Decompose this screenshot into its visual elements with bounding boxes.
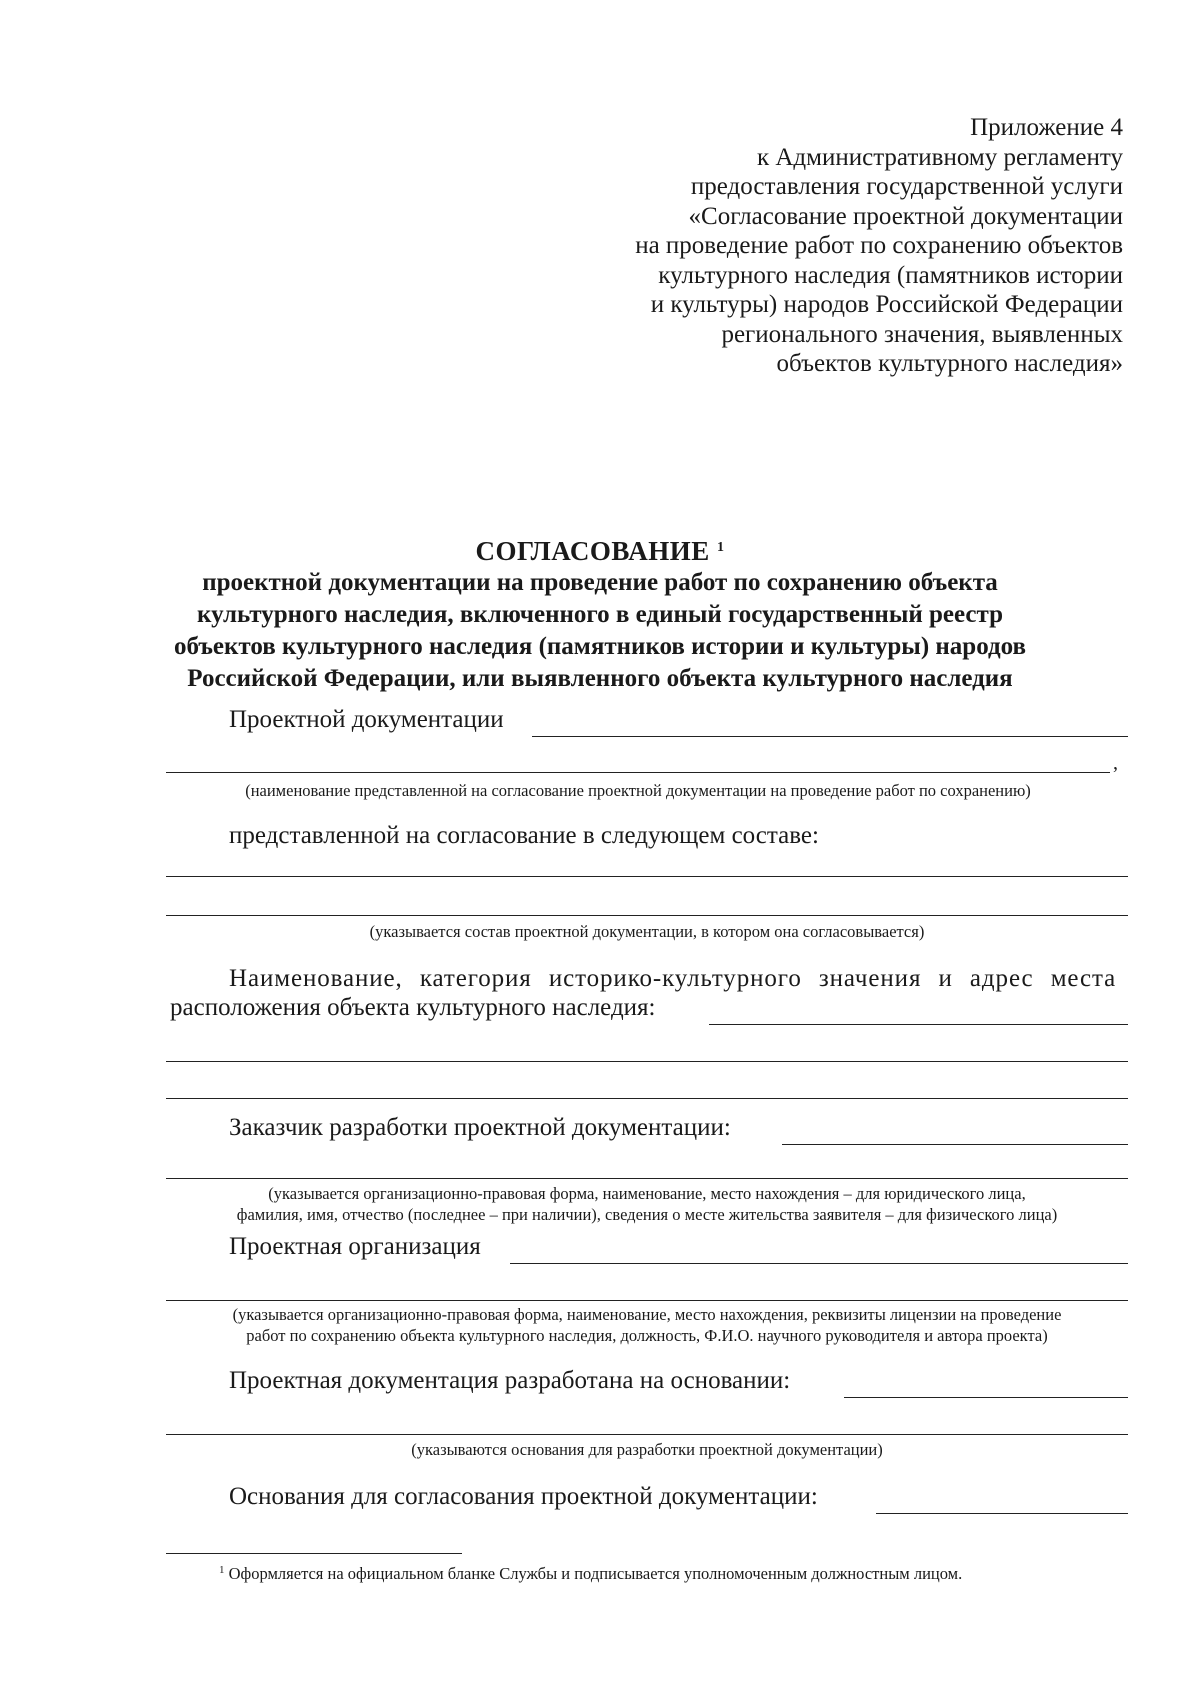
approval-basis-field[interactable] [876,1513,1128,1514]
project-docs-label: Проектной документации [229,706,504,733]
document-title [150,532,1050,695]
comma: , [1113,752,1118,774]
title-footnote-mark: 1 [716,540,725,555]
object-field-2[interactable] [166,1061,1128,1062]
object-label-line1: Наименование, категория историко-культурного значения и адрес места [229,965,1117,992]
basis-label: Проектная документация разработана на основании: [229,1367,791,1394]
composition-field-2[interactable] [166,915,1128,916]
annex-line: «Согласование проектной документации [688,202,1123,230]
object-field-3[interactable] [166,1098,1128,1099]
annex-line: к Административному регламенту [756,143,1123,171]
title-line: объектов культурного наследия (памятников истории и культуры) народов [173,633,1027,660]
org-hint [166,1304,1128,1346]
footnote-text: Оформляется на официальном бланке Службы и подписывается уполномоченным должностным лицом. [228,1564,963,1583]
composition-hint: (указывается состав проектной документации, в котором она согласовывается) [369,922,925,941]
basis-field-2[interactable] [166,1434,1128,1435]
org-label: Проектная организация [229,1233,481,1260]
title-main-text: СОГЛАСОВАНИЕ [475,536,710,566]
basis-hint: (указываются основания для разработки проектной документации) [411,1440,883,1459]
composition-label: представленной на согласование в следующем составе: [229,822,819,849]
footnote-mark: 1 [219,1564,225,1576]
customer-hint [166,1183,1128,1225]
org-field-1[interactable] [510,1263,1128,1264]
annex-header [635,113,1123,379]
annex-line: Приложение 4 [970,114,1123,141]
title-main [150,532,1050,567]
annex-line: культурного наследия (памятников истории [658,261,1123,289]
org-hint-line: (указывается организационно-правовая форма, наименование, место нахождения, реквизиты лицензии на проведение [232,1305,1062,1324]
title-line: проектной документации на проведение работ по сохранению объекта [202,569,998,596]
org-hint-line: работ по сохранению объекта культурного наследия, должность, Ф.И.О. научного руководителя и автора проекта) [246,1326,1048,1345]
object-label-line2: расположения объекта культурного наследия: [170,994,656,1021]
annex-line: объектов культурного наследия» [776,350,1123,377]
title-line: культурного наследия, включенного в единый государственный реестр [197,601,1003,628]
org-field-2[interactable] [166,1300,1128,1301]
annex-line: на проведение работ по сохранению объектов [635,232,1123,259]
approval-basis-label: Основания для согласования проектной документации: [229,1483,818,1510]
composition-field-1[interactable] [166,876,1128,877]
customer-label: Заказчик разработки проектной документации: [229,1114,731,1141]
footnote-divider [166,1553,462,1554]
annex-line: и культуры) народов Российской Федерации [650,291,1123,318]
customer-hint-line: фамилия, имя, отчество (последнее – при наличии), сведения о месте жительства заявителя – для физического лица) [236,1205,1058,1224]
customer-field-1[interactable] [782,1144,1128,1145]
object-field-1[interactable] [709,1024,1128,1025]
project-docs-field-2[interactable] [166,772,1110,773]
customer-hint-line: (указывается организационно-правовая форма, наименование, место нахождения – для юридического лица, [268,1184,1026,1203]
project-docs-field[interactable] [532,736,1128,737]
title-line: Российской Федерации, или выявленного объекта культурного наследия [187,665,1013,692]
basis-field-1[interactable] [844,1397,1128,1398]
annex-line: регионального значения, выявленных [721,320,1123,348]
footnote [219,1564,962,1584]
annex-line: предоставления государственной услуги [690,173,1123,200]
customer-field-2[interactable] [166,1178,1128,1179]
project-docs-hint: (наименование представленной на согласование проектной документации на проведение работ по сохранению) [245,781,1031,800]
